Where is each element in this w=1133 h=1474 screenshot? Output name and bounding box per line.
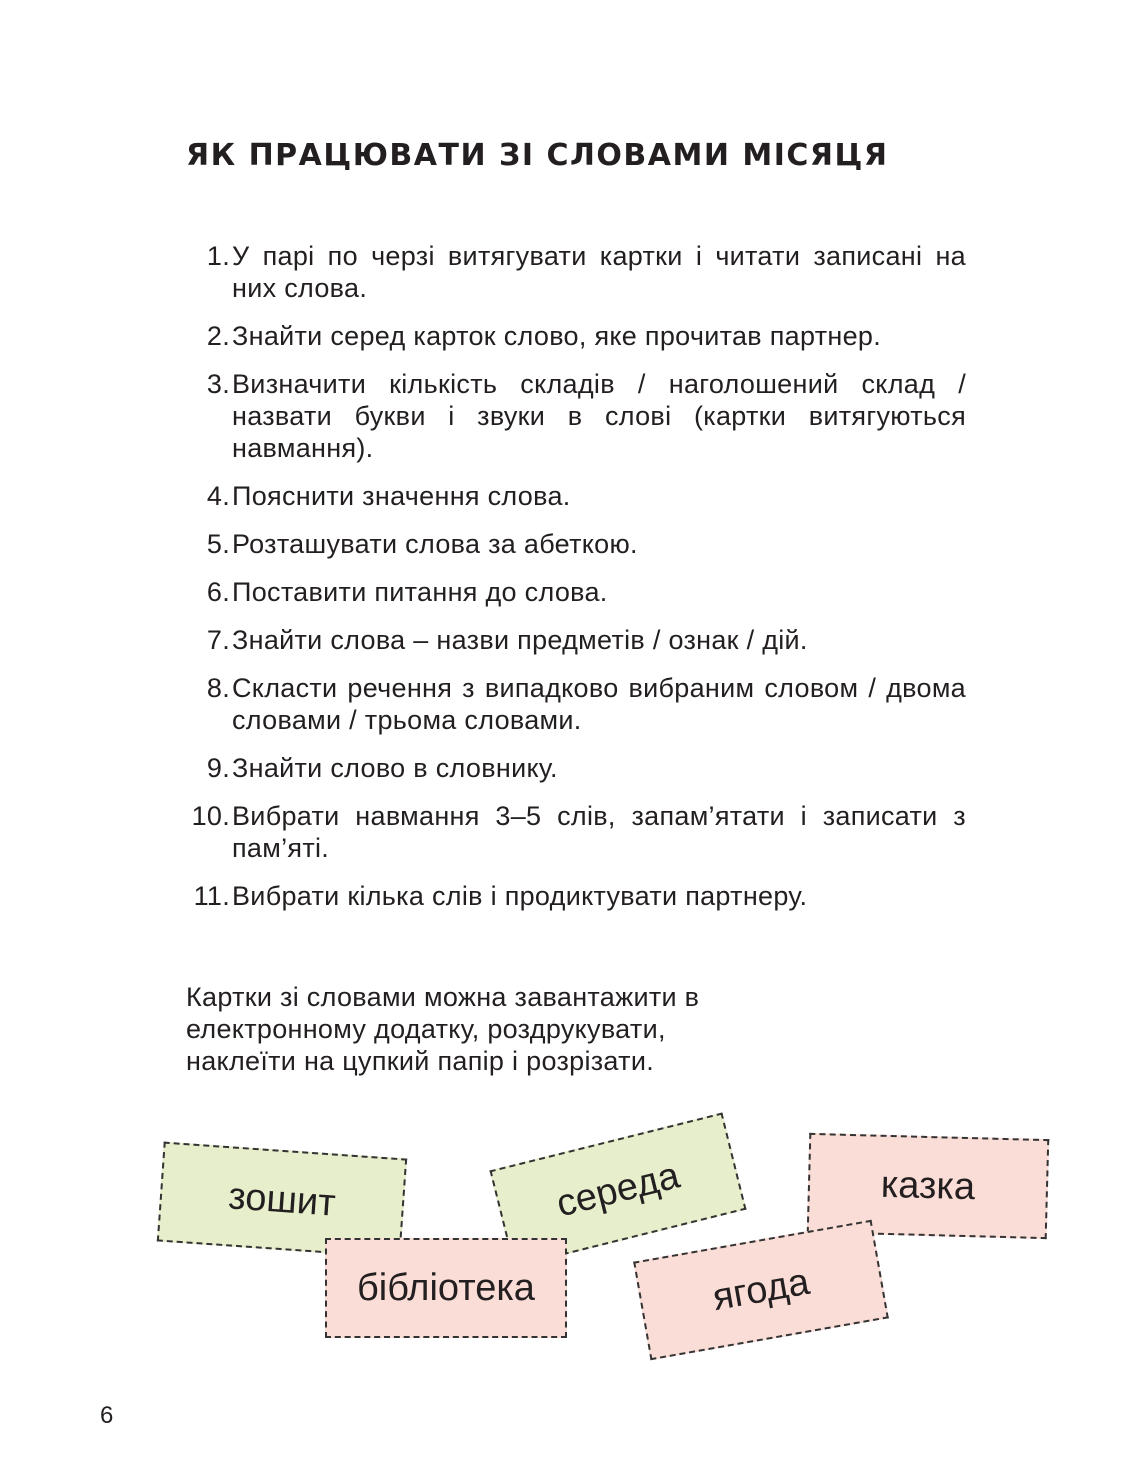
- item-text: Визначити кількість складів / наголошений склад / назвати букви і звуки в слові (картки витягуються навмання).: [232, 369, 966, 463]
- list-item: [186, 240, 966, 304]
- page-title: ЯК ПРАЦЮВАТИ ЗІ СЛОВАМИ МІСЯЦЯ: [186, 138, 889, 173]
- item-number: 1.: [206, 241, 230, 271]
- item-text: Знайти слова – назви предметів / ознак / дій.: [232, 625, 808, 655]
- word-card-sereda: середа: [489, 1112, 746, 1267]
- item-text: У парі по черзі витягувати картки і читати записані на них слова.: [232, 241, 966, 303]
- item-number: 10.: [191, 801, 230, 831]
- item-text: Пояснити значення слова.: [232, 481, 571, 511]
- list-item: [186, 800, 966, 864]
- word-card-zoshyt: зошит: [157, 1142, 407, 1259]
- word-card-biblioteka: бібліотека: [325, 1238, 567, 1338]
- item-number: 2.: [206, 321, 230, 351]
- list-item: [186, 752, 966, 784]
- item-number: 4.: [206, 481, 230, 511]
- item-number: 6.: [206, 577, 230, 607]
- word-card-yahoda: ягода: [633, 1220, 889, 1361]
- item-number: 8.: [206, 673, 230, 703]
- item-text: Поставити питання до слова.: [232, 577, 608, 607]
- item-text: Скласти речення з випадково вибраним словом / двома словами / трьома словами.: [232, 673, 966, 735]
- instructions-list: [186, 240, 966, 928]
- word-card-kazka: казка: [807, 1133, 1050, 1239]
- download-note: Картки зі словами можна завантажити в електронному додатку, роздрукувати, наклеїти на цупкий папір і розрізати.: [186, 982, 700, 1076]
- item-number: 5.: [206, 529, 230, 559]
- list-item: [186, 480, 966, 512]
- item-text: Вибрати кілька слів і продиктувати партнеру.: [232, 881, 808, 911]
- list-item: [186, 880, 966, 912]
- list-item: [186, 320, 966, 352]
- list-item: [186, 672, 966, 736]
- list-item: [186, 576, 966, 608]
- item-text: Розташувати слова за абеткою.: [232, 529, 638, 559]
- item-text: Вибрати навмання 3–5 слів, запам’ятати і записати з пам’яті.: [232, 801, 966, 863]
- item-number: 3.: [206, 369, 230, 399]
- list-item: [186, 624, 966, 656]
- list-item: [186, 368, 966, 464]
- item-text: Знайти слово в словнику.: [232, 753, 558, 783]
- item-number: 9.: [206, 753, 230, 783]
- page-number: 6: [100, 1402, 114, 1429]
- item-number: 11.: [193, 881, 230, 911]
- list-item: [186, 528, 966, 560]
- item-number: 7.: [206, 625, 230, 655]
- item-text: Знайти серед карток слово, яке прочитав партнер.: [232, 321, 882, 351]
